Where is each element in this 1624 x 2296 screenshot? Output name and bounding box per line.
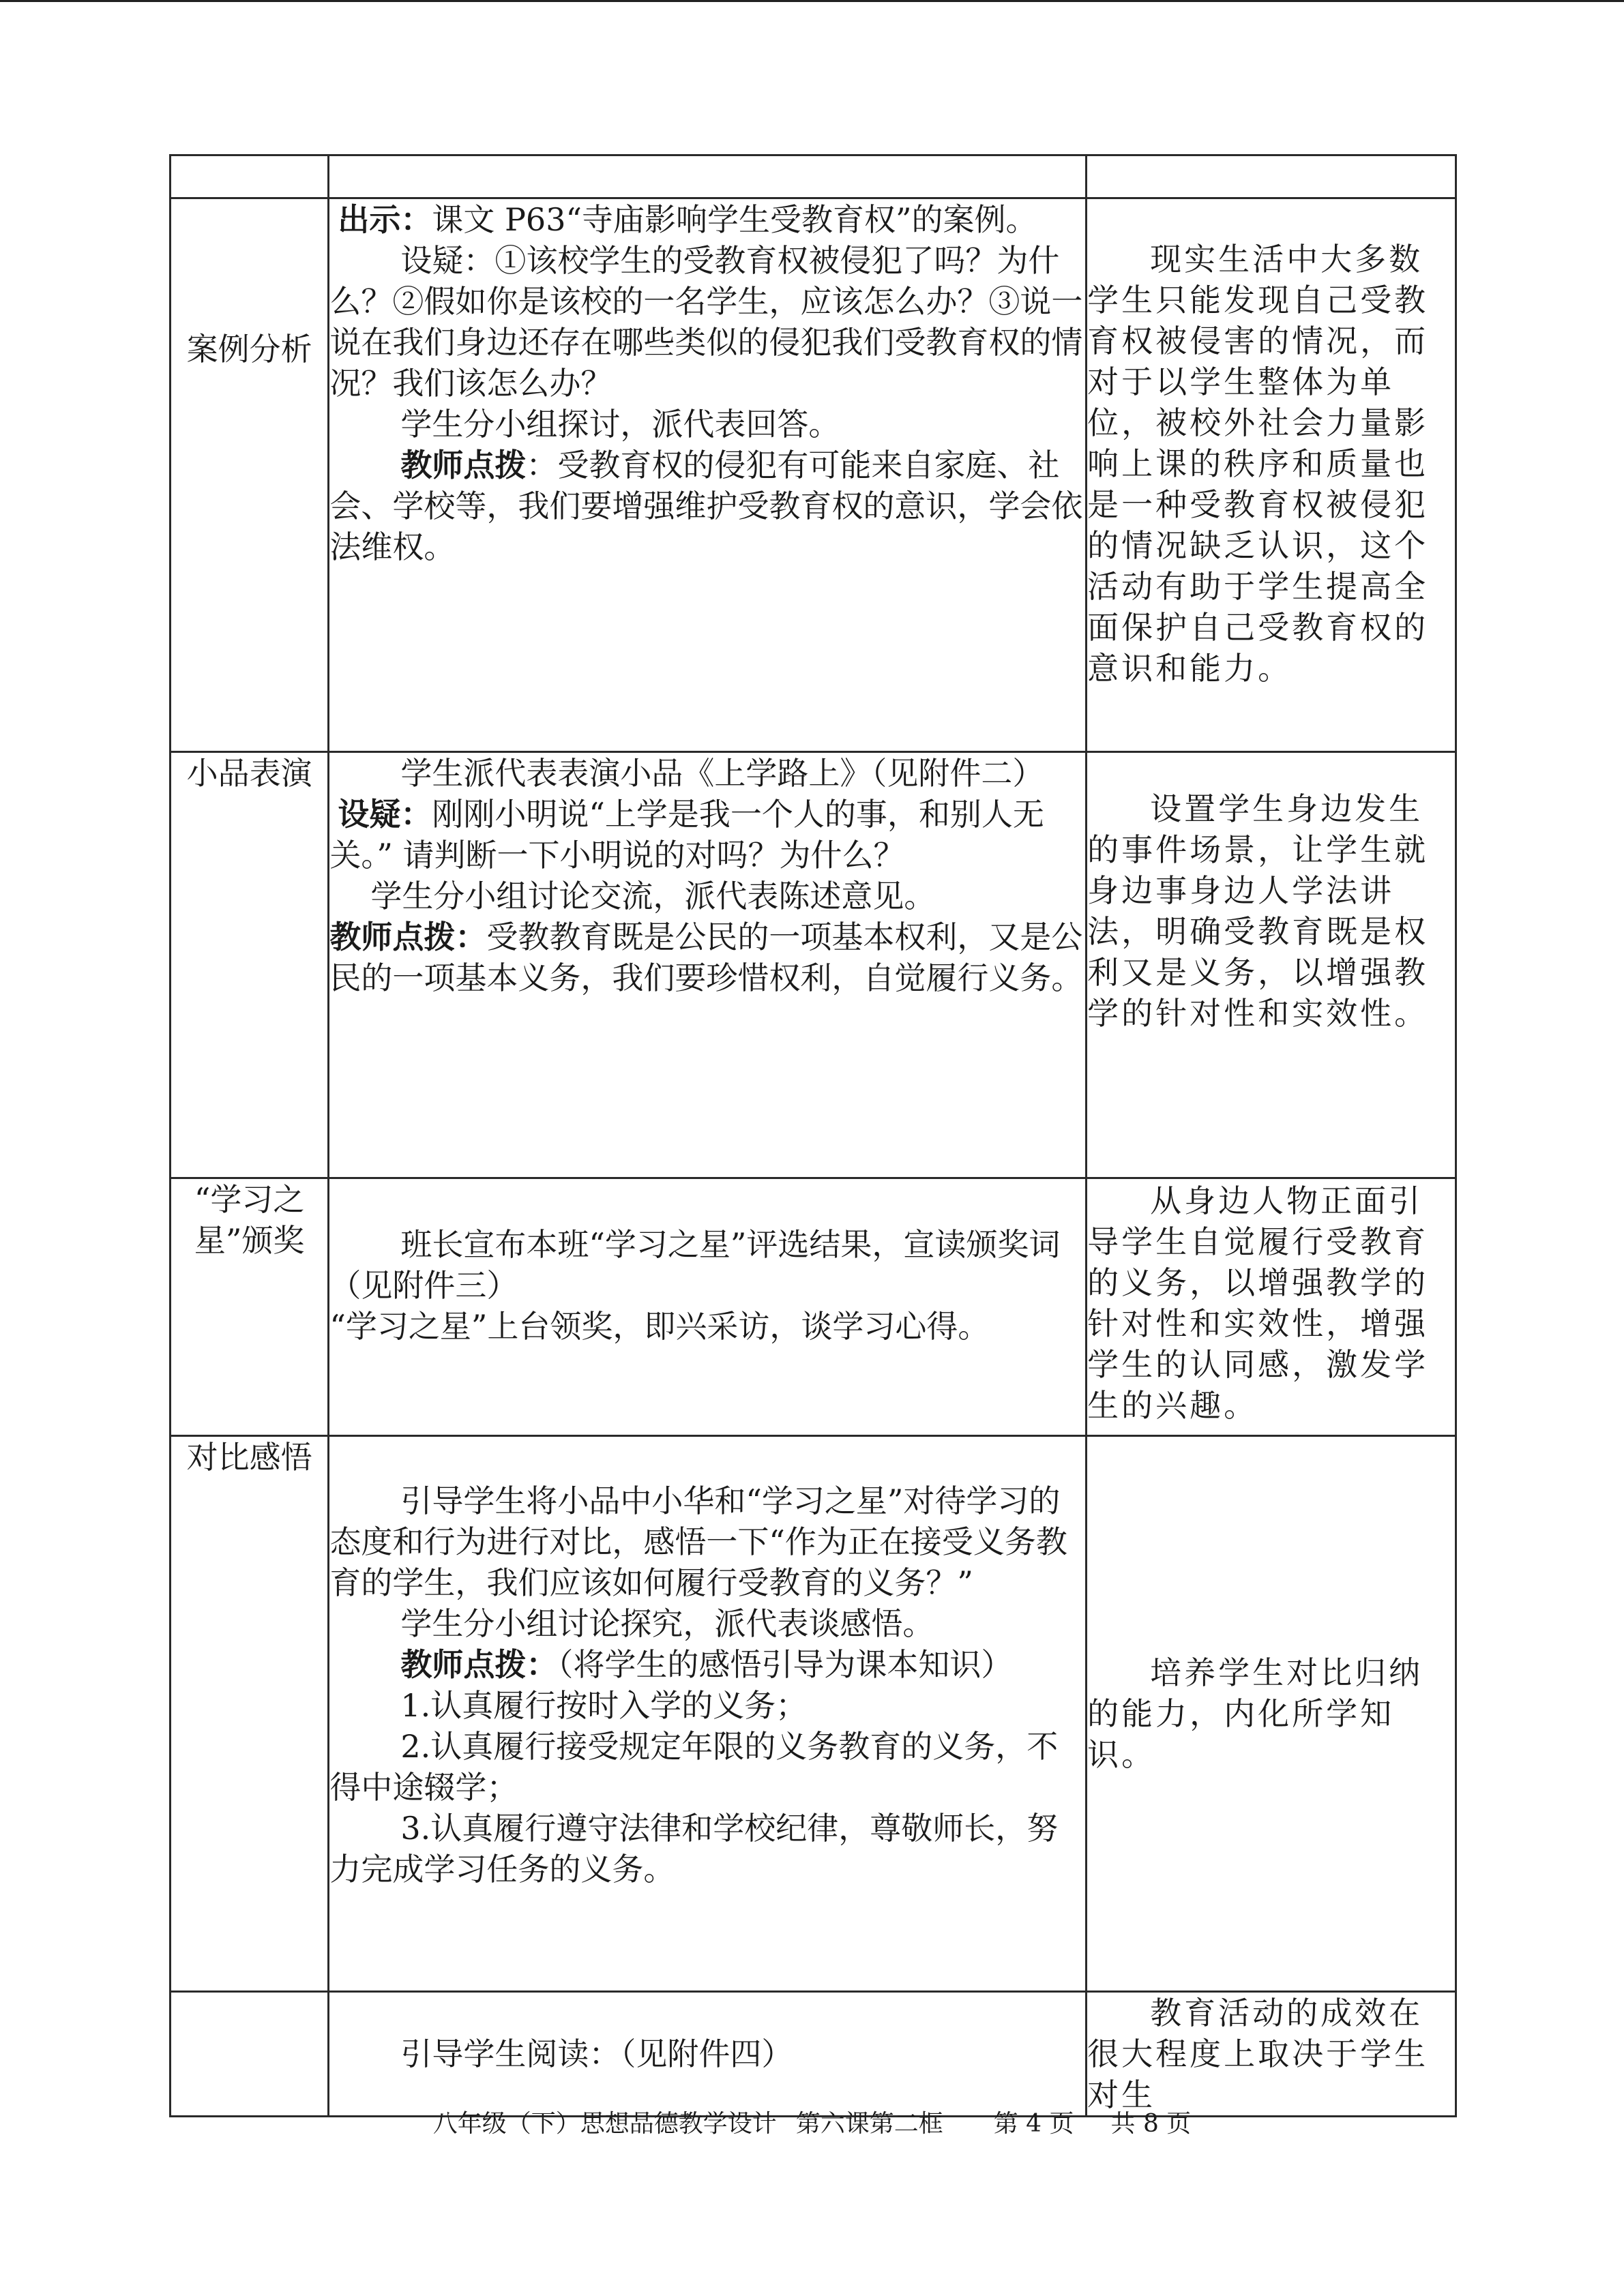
- paragraph: [329, 753, 1085, 794]
- paragraph-text: 学生派代表表演小品《上学路上》（见附件二）: [400, 755, 1044, 792]
- paragraph: [329, 1808, 1085, 1890]
- note-cell: [1087, 198, 1456, 752]
- lesson-plan-table: [169, 154, 1457, 2117]
- paragraph: [329, 2033, 1085, 2074]
- table-row-skit: [171, 752, 1456, 1178]
- paragraph-text: 2.认真履行接受规定年限的义务教育的义务，不得中途辍学；: [329, 1728, 1059, 1806]
- row-label: 对比感悟: [186, 1439, 312, 1476]
- label-cell: [171, 752, 329, 1178]
- main-cell: [329, 1992, 1087, 2117]
- label-cell: [171, 155, 329, 198]
- lesson-plan-sheet: [169, 154, 1457, 2117]
- table-row-reading: [171, 1992, 1456, 2117]
- design-note: 从身边人物正面引导学生自觉履行受教育的义务，以增强教学的针对性和实效性，增强学生的认同感，激发学生的兴趣。: [1087, 1182, 1429, 1424]
- paragraph: [329, 1224, 1085, 1306]
- footer-lesson: 第六课第二框: [795, 2110, 943, 2138]
- main-cell: [329, 198, 1087, 752]
- footer-page-number: 第 4 页: [993, 2110, 1074, 2138]
- table-row-award: [171, 1178, 1456, 1436]
- table-row-case-analysis: [171, 198, 1456, 752]
- paragraph: [329, 1480, 1085, 1603]
- bold-lead: 设疑：: [338, 796, 432, 833]
- paragraph: [329, 445, 1085, 567]
- paragraph-text: 3.认真履行遵守法律和学校纪律，尊敬师长，努力完成学习任务的义务。: [329, 1810, 1059, 1888]
- page-footer: [0, 2104, 1624, 2139]
- note-cell: [1087, 155, 1456, 198]
- design-note: 培养学生对比归纳的能力，内化所学知识。: [1087, 1654, 1423, 1773]
- paragraph-text: 设疑：①该校学生的受教育权被侵犯了吗？为什么？②假如你是该校的一名学生，应该怎么办？③说一说在我们身边还存在哪些类似的侵犯我们受教育权的情况？我们该怎么办？: [329, 242, 1083, 402]
- main-cell: [329, 1436, 1087, 1992]
- label-cell: [171, 1436, 329, 1992]
- table-row-empty-top: [171, 155, 1456, 198]
- table-row-compare: [171, 1436, 1456, 1992]
- design-note: 设置学生身边发生的事件场景，让学生就身边事身边人学法讲法，明确受教育既是权利又是义务，以增强教学的针对性和实效性。: [1087, 790, 1429, 1032]
- row-label: “学习之星”颁奖: [194, 1181, 305, 1259]
- paragraph-text: 引导学生将小品中小华和“学习之星”对待学习的态度和行为进行对比，感悟一下“作为正在接受义务教育的学生，我们应该如何履行受教育的义务？”: [329, 1482, 1067, 1601]
- row-label: 案例分析: [186, 331, 312, 368]
- paragraph-text: 引导学生阅读：（见附件四）: [400, 2036, 793, 2072]
- bold-lead: 教师点拨: [400, 447, 527, 483]
- paragraph-text: 受教教育既是公民的一项基本权利，又是公民的一项基本义务，我们要珍惜权利，自觉履行义务。: [329, 919, 1083, 996]
- paragraph-text: 学生分小组讨论探究，派代表谈感悟。: [400, 1605, 934, 1642]
- paragraph: [329, 1603, 1085, 1644]
- footer-course: 八年级（下）思想品德教学设计: [432, 2110, 777, 2138]
- paragraph-text: ：受教育权的侵犯有可能来自家庭、社会、学校等，我们要增强维护受教育权的意识，学会依法维权。: [329, 447, 1083, 565]
- paragraph-text: 课文 P63“寺庙影响学生受教育权”的案例。: [432, 201, 1037, 238]
- paragraph: [329, 1644, 1085, 1685]
- design-note: 现实生活中大多数学生只能发现自己受教育权被侵害的情况，而对于以学生整体为单位，被校外社会力量影响上课的秩序和质量也是一种受教育权被侵犯的情况缺乏认识，这个活动有助于学生提高全面保护自己受教育权的意识和能力。: [1087, 241, 1429, 687]
- row-label: 小品表演: [186, 755, 312, 792]
- note-cell: [1087, 1178, 1456, 1436]
- paragraph-text: 1.认真履行按时入学的义务；: [400, 1687, 808, 1724]
- paragraph: [329, 1726, 1085, 1808]
- label-cell: [171, 198, 329, 752]
- bold-lead: 出示：: [338, 201, 432, 238]
- paragraph-text: 学生分小组探讨，派代表回答。: [400, 406, 840, 443]
- footer-total-pages: 共 8 页: [1110, 2110, 1192, 2138]
- paragraph: [329, 240, 1085, 404]
- paragraph: [329, 876, 1085, 916]
- main-cell: [329, 752, 1087, 1178]
- paragraph-text: （将学生的感悟引导为课本知识）: [557, 1646, 1013, 1683]
- design-note: 教育活动的成效在很大程度上取决于学生对生: [1087, 1995, 1429, 2113]
- paragraph-text: 班长宣布本班“学习之星”评选结果，宣读颁奖词（见附件三）: [329, 1226, 1061, 1304]
- label-cell: [171, 1992, 329, 2117]
- paragraph-text: “学习之星”上台领奖，即兴采访，谈学习心得。: [329, 1308, 990, 1345]
- paragraph-text: 学生分小组讨论交流，派代表陈述意见。: [370, 878, 936, 914]
- note-cell: [1087, 1436, 1456, 1992]
- paragraph: [329, 1306, 1085, 1347]
- paragraph-text: 刚刚小明说“上学是我一个人的事，和别人无关。” 请判断一下小明说的对吗？为什么？: [329, 796, 1044, 874]
- note-cell: [1087, 1992, 1456, 2117]
- bold-lead: 教师点拨：: [400, 1646, 558, 1683]
- note-cell: [1087, 752, 1456, 1178]
- paragraph: [329, 794, 1085, 876]
- main-cell: [329, 1178, 1087, 1436]
- paragraph: [329, 199, 1085, 240]
- paragraph: [329, 404, 1085, 445]
- main-cell: [329, 155, 1087, 198]
- paragraph: [329, 1685, 1085, 1726]
- label-cell: [171, 1178, 329, 1436]
- paragraph: [329, 916, 1085, 998]
- bold-lead: 教师点拨：: [329, 919, 487, 955]
